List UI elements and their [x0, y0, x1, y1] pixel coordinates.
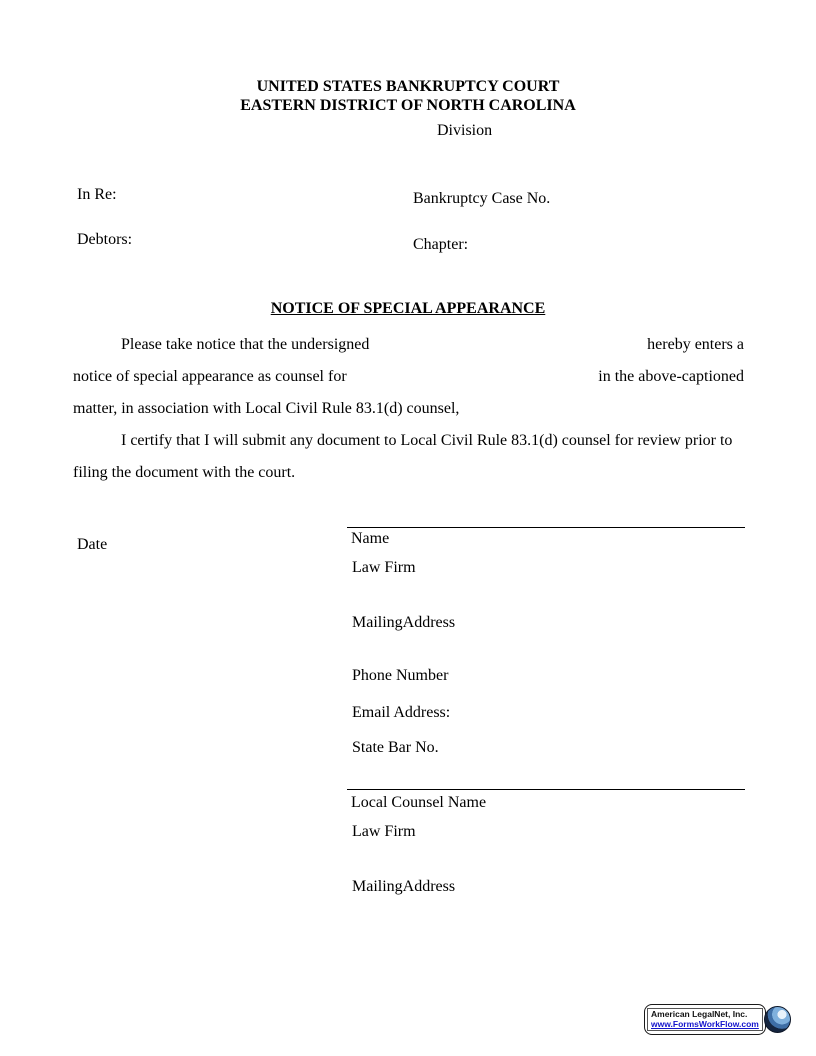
legalnet-logo-box — [644, 1004, 766, 1035]
document-title: NOTICE OF SPECIAL APPEARANCE — [270, 300, 546, 317]
case-no-label: Bankruptcy Case No. — [413, 190, 551, 207]
formsworkflow-link[interactable]: www.FormsWorkFlow.com — [651, 1018, 759, 1029]
attorney-phone-label: Phone Number — [352, 667, 449, 684]
attorney-email-label: Email Address: — [352, 704, 451, 721]
legalnet-text-block — [647, 1008, 763, 1032]
court-name-line1: UNITED STATES BANKRUPTCY COURT — [256, 78, 560, 95]
local-counsel-law-firm-label: Law Firm — [352, 823, 416, 840]
body-p2-line2: filing the document with the court. — [73, 464, 296, 481]
body-p1-line1-right: hereby enters a — [647, 336, 744, 353]
date-label: Date — [77, 536, 108, 553]
court-name-line2: EASTERN DISTRICT OF NORTH CAROLINA — [240, 97, 576, 114]
body-p2-line1: I certify that I will submit any document to Local Civil Rule 83.1(d) counsel for review prior to — [121, 432, 733, 449]
attorney-mailing-address-label: MailingAddress — [352, 614, 456, 631]
attorney-state-bar-label: State Bar No. — [352, 739, 439, 756]
chapter-label: Chapter: — [413, 236, 469, 253]
body-p1-line2-left: notice of special appearance as counsel for — [73, 368, 347, 385]
local-counsel-mailing-address-label: MailingAddress — [352, 878, 456, 895]
debtors-label: Debtors: — [77, 231, 133, 248]
body-p1-line1-left: Please take notice that the undersigned — [121, 336, 370, 353]
attorney-signature-line — [347, 527, 745, 528]
legalnet-company-name: American LegalNet, Inc. — [651, 1008, 748, 1019]
attorney-name-label: Name — [351, 530, 390, 547]
body-p1-line2-right: in the above-captioned — [598, 368, 744, 385]
body-p1-line3: matter, in association with Local Civil Rule 83.1(d) counsel, — [73, 400, 460, 417]
in-re-label: In Re: — [77, 186, 117, 203]
local-counsel-name-label: Local Counsel Name — [351, 794, 487, 811]
document-title-row — [0, 300, 816, 318]
attorney-law-firm-label: Law Firm — [352, 559, 416, 576]
local-counsel-signature-line — [347, 789, 745, 790]
legalnet-globe-icon — [764, 1006, 791, 1033]
division-label: Division — [437, 122, 493, 139]
